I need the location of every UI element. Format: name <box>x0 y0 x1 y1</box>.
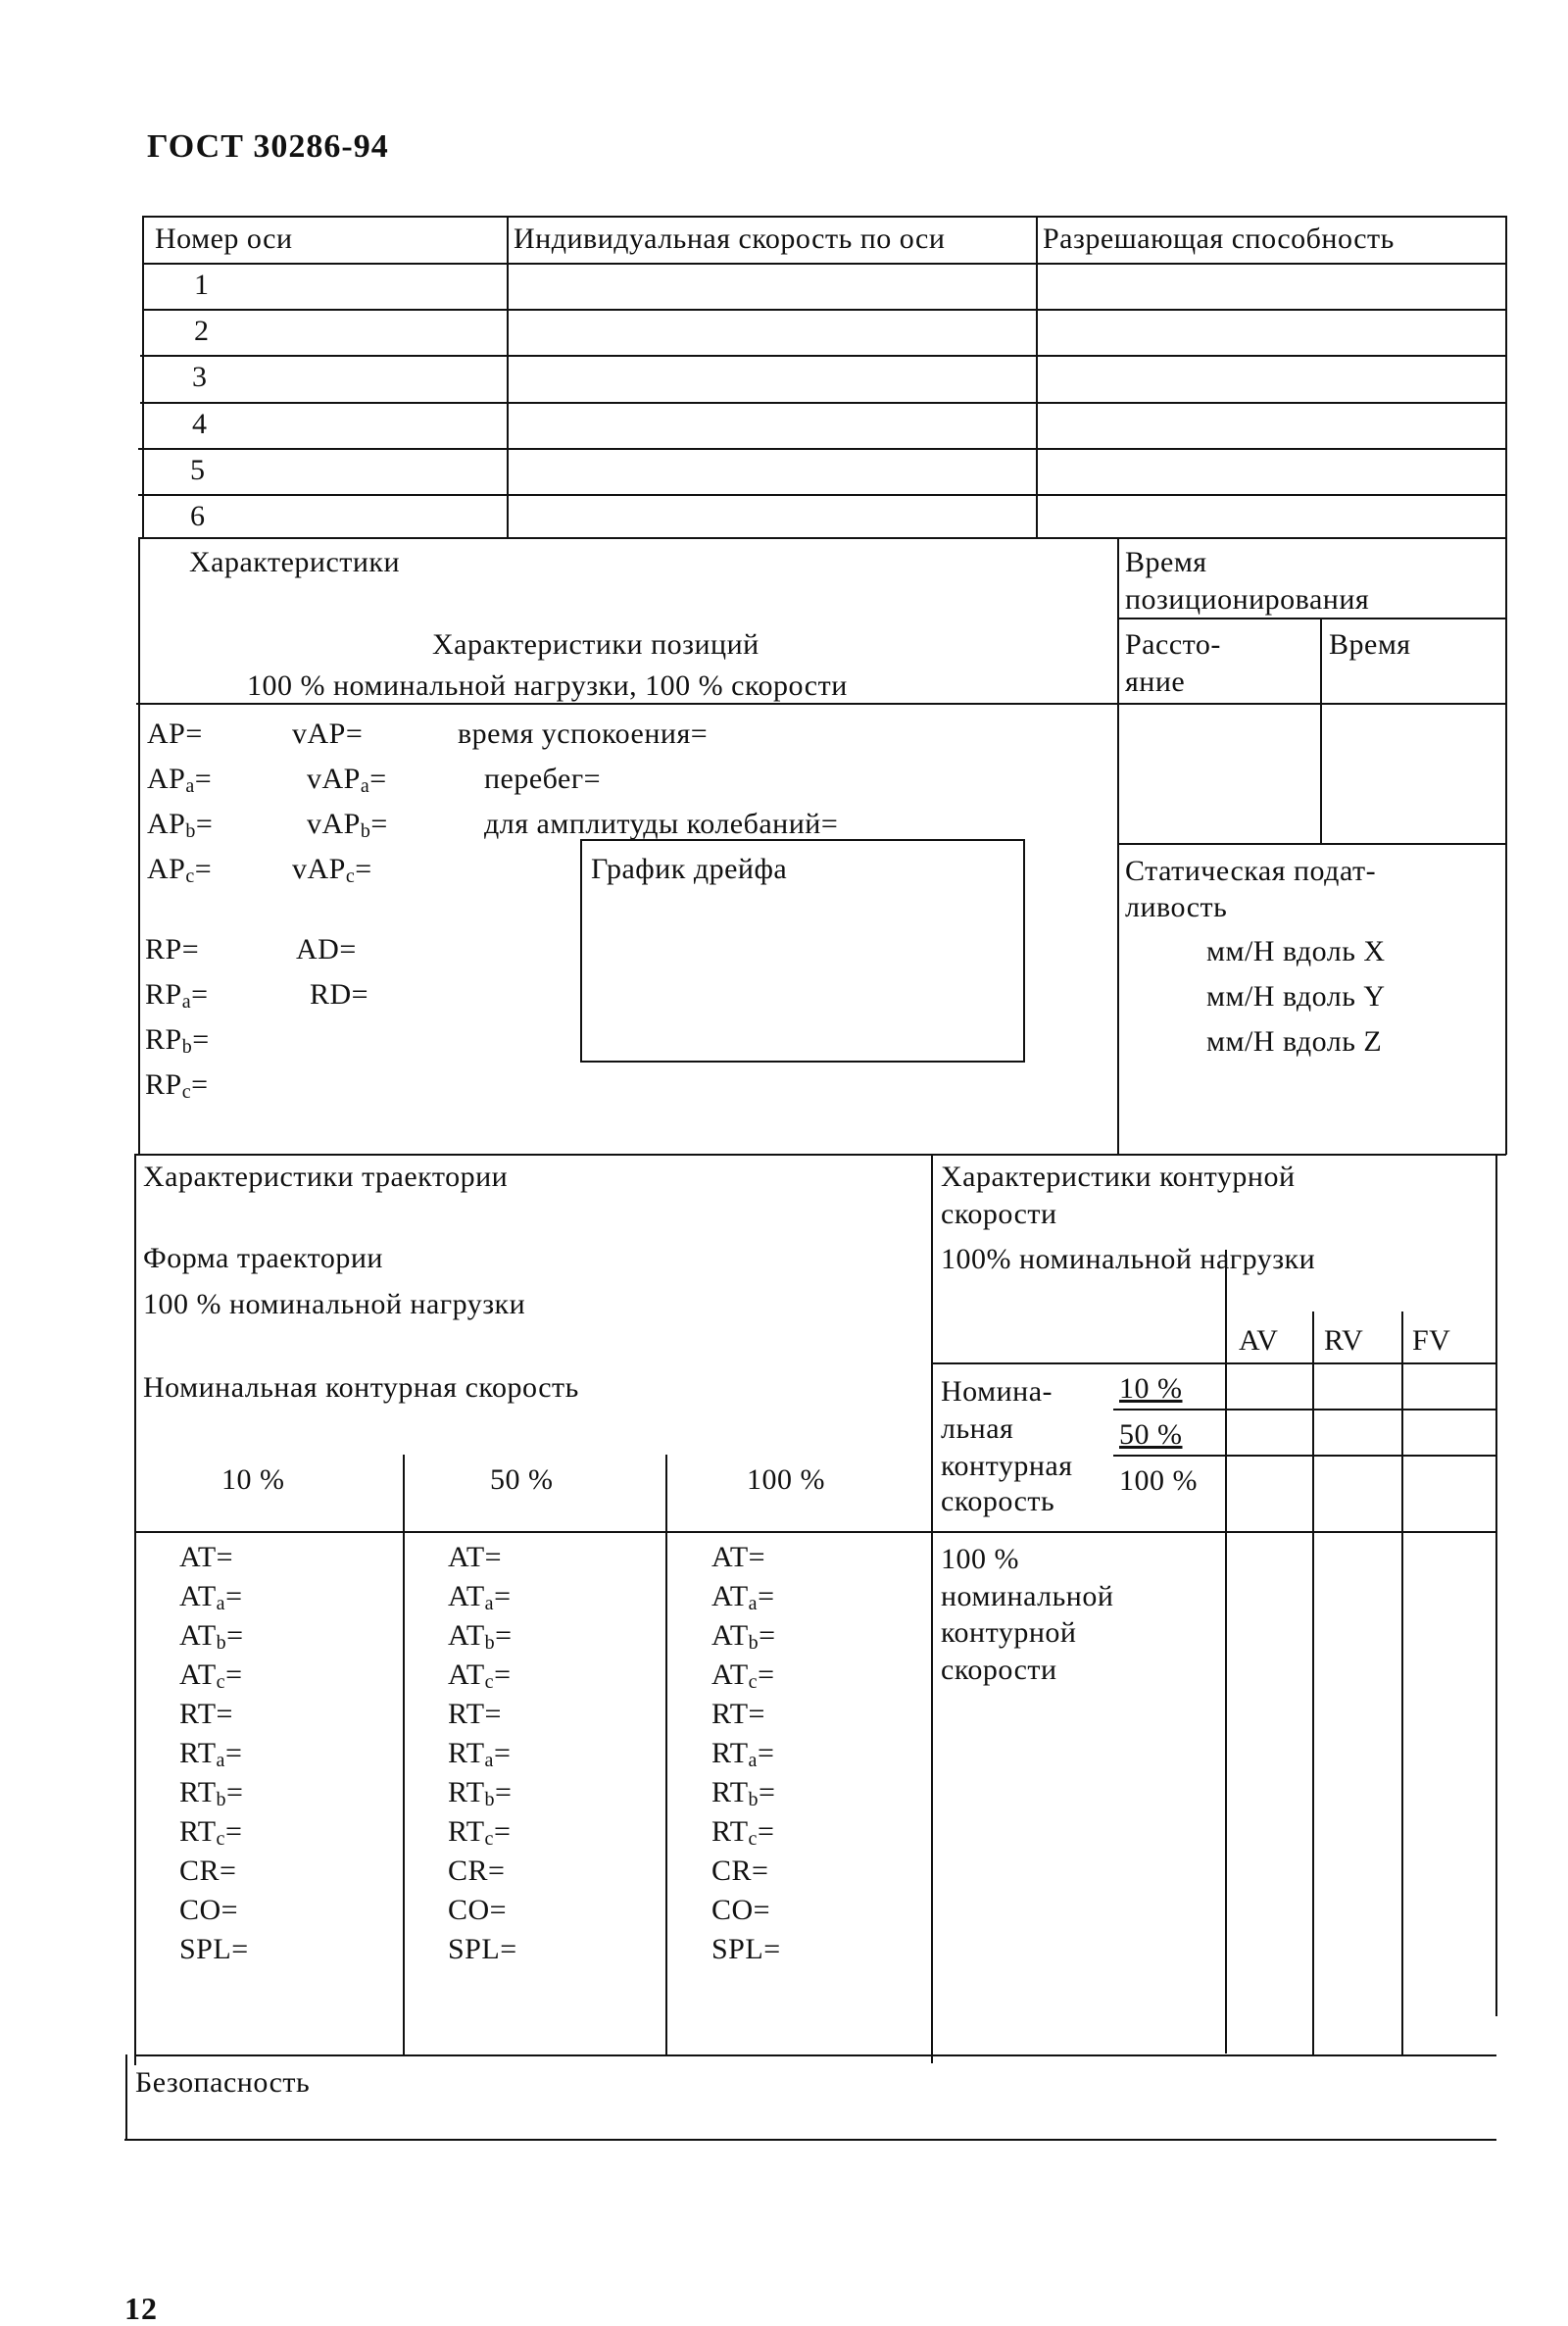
trajectory-param: AT= <box>711 1541 766 1573</box>
percent-50-header: 50 % <box>490 1463 554 1496</box>
trajectory-param: $RT_c=$ <box>179 1815 243 1850</box>
rp-b-label: $RP_b=$ <box>145 1023 210 1058</box>
fv-header: FV <box>1412 1324 1451 1357</box>
trajectory-param: RT= <box>711 1698 765 1730</box>
trajectory-param: $RT_b=$ <box>711 1776 776 1810</box>
ap-c-label: $AP_c=$ <box>147 853 213 887</box>
trajectory-param: SPL= <box>179 1933 249 1965</box>
positioning-time-header-2: позиционирования <box>1125 583 1370 616</box>
nominal-line-1: Номина- <box>941 1375 1053 1408</box>
vap-label: vAP= <box>292 718 364 750</box>
nominal-contour-speed: Номинальная контурная скорость <box>143 1371 579 1404</box>
trajectory-param: AT= <box>448 1541 503 1573</box>
trajectory-param: $RT_c=$ <box>448 1815 512 1850</box>
axis-row-4: 4 <box>192 408 208 440</box>
trajectory-param: $AT_a=$ <box>711 1580 775 1614</box>
axis-row-3: 3 <box>192 361 208 393</box>
trajectory-param: $AT_b=$ <box>448 1619 513 1654</box>
bottom-line-1: 100 % <box>941 1543 1019 1575</box>
trajectory-param: CR= <box>711 1855 769 1887</box>
trajectory-param: SPL= <box>711 1933 781 1965</box>
percent-10-header: 10 % <box>221 1463 285 1496</box>
rp-c-label: $RP_c=$ <box>145 1068 209 1103</box>
static-compliance-title-2: ливость <box>1125 891 1228 923</box>
compliance-y: мм/Н вдоль Y <box>1206 980 1386 1013</box>
trajectory-param: $RT_a=$ <box>179 1737 243 1771</box>
trajectory-param: $RT_b=$ <box>448 1776 513 1810</box>
trajectory-param: $AT_c=$ <box>179 1658 243 1693</box>
bottom-line-2: номинальной <box>941 1580 1114 1612</box>
percent-100-header: 100 % <box>747 1463 825 1496</box>
trajectory-param: SPL= <box>448 1933 517 1965</box>
trajectory-param: $AT_b=$ <box>179 1619 244 1654</box>
trajectory-title: Характеристики траектории <box>143 1161 509 1193</box>
rd-label: RD= <box>310 978 369 1011</box>
rp-a-label: $RP_a=$ <box>145 978 209 1013</box>
compliance-z: мм/Н вдоль Z <box>1206 1025 1383 1058</box>
nominal-line-3: контурная <box>941 1450 1073 1482</box>
rp-label: RP= <box>145 933 200 965</box>
av-header: AV <box>1239 1324 1279 1357</box>
document-code: ГОСТ 30286-94 <box>147 128 389 165</box>
axis-row-2: 2 <box>194 315 210 347</box>
trajectory-param: $AT_a=$ <box>179 1580 243 1614</box>
nominal-line-2: льная <box>941 1412 1014 1445</box>
positions-conditions: 100 % номинальной нагрузки, 100 % скорости <box>247 669 848 702</box>
axis-row-5: 5 <box>190 454 206 486</box>
trajectory-param: CO= <box>179 1894 239 1926</box>
vap-c-label: vAP$_c$= <box>292 853 372 887</box>
ap-a-label: $AP_a=$ <box>147 763 213 797</box>
bottom-line-3: контурной <box>941 1616 1077 1649</box>
bottom-line-4: скорости <box>941 1654 1057 1686</box>
contour-speed-title-2: скорости <box>941 1198 1057 1230</box>
oscillation-amplitude: для амплитуды колебаний= <box>484 808 839 840</box>
axes-col-header-number: Номер оси <box>155 223 293 255</box>
positioning-time-header: Время <box>1125 546 1207 578</box>
axis-row-6: 6 <box>190 500 206 532</box>
trajectory-shape: Форма траектории <box>143 1242 383 1274</box>
contour-10-percent: 10 % <box>1119 1372 1183 1405</box>
trajectory-param: $AT_a=$ <box>448 1580 512 1614</box>
time-header: Время <box>1329 628 1411 661</box>
trajectory-param: $RT_b=$ <box>179 1776 244 1810</box>
trajectory-param: $RT_a=$ <box>711 1737 775 1771</box>
axes-col-header-speed: Индивидуальная скорость по оси <box>514 223 946 255</box>
compliance-x: мм/Н вдоль X <box>1206 935 1386 967</box>
contour-50-percent: 50 % <box>1119 1418 1183 1451</box>
safety-label: Безопасность <box>135 2066 311 2099</box>
trajectory-param: CR= <box>179 1855 237 1887</box>
trajectory-load: 100 % номинальной нагрузки <box>143 1288 526 1320</box>
overshoot: перебег= <box>484 763 602 795</box>
page-number: 12 <box>124 2291 158 2326</box>
vap-b-label: vAP$_b$= <box>307 808 388 842</box>
settling-time: время успокоения= <box>458 718 709 750</box>
positions-subtitle: Характеристики позиций <box>432 628 760 661</box>
contour-load: 100% номинальной нагрузки <box>941 1243 1316 1275</box>
trajectory-param: $RT_a=$ <box>448 1737 512 1771</box>
trajectory-param: CO= <box>448 1894 508 1926</box>
trajectory-param: $RT_c=$ <box>711 1815 775 1850</box>
trajectory-param: $AT_c=$ <box>711 1658 775 1693</box>
trajectory-param: $AT_b=$ <box>711 1619 776 1654</box>
distance-header-2: яние <box>1125 666 1186 698</box>
characteristics-title: Характеристики <box>189 546 401 578</box>
contour-100-percent: 100 % <box>1119 1464 1198 1497</box>
drift-graph-label: График дрейфа <box>591 853 788 885</box>
axis-row-1: 1 <box>194 269 210 301</box>
ap-label: AP= <box>147 718 203 750</box>
trajectory-param: RT= <box>179 1698 233 1730</box>
axes-col-header-resolution: Разрешающая способность <box>1043 223 1395 255</box>
trajectory-param: AT= <box>179 1541 234 1573</box>
static-compliance-title: Статическая подат- <box>1125 855 1377 887</box>
distance-header: Рассто- <box>1125 628 1221 661</box>
trajectory-param: RT= <box>448 1698 502 1730</box>
ap-b-label: $AP_b=$ <box>147 808 214 842</box>
nominal-line-4: скорость <box>941 1485 1055 1517</box>
contour-speed-title: Характеристики контурной <box>941 1161 1296 1193</box>
trajectory-param: $AT_c=$ <box>448 1658 512 1693</box>
vap-a-label: vAP$_a$= <box>307 763 387 797</box>
trajectory-param: CO= <box>711 1894 771 1926</box>
ad-label: AD= <box>296 933 357 965</box>
rv-header: RV <box>1324 1324 1364 1357</box>
trajectory-param: CR= <box>448 1855 506 1887</box>
